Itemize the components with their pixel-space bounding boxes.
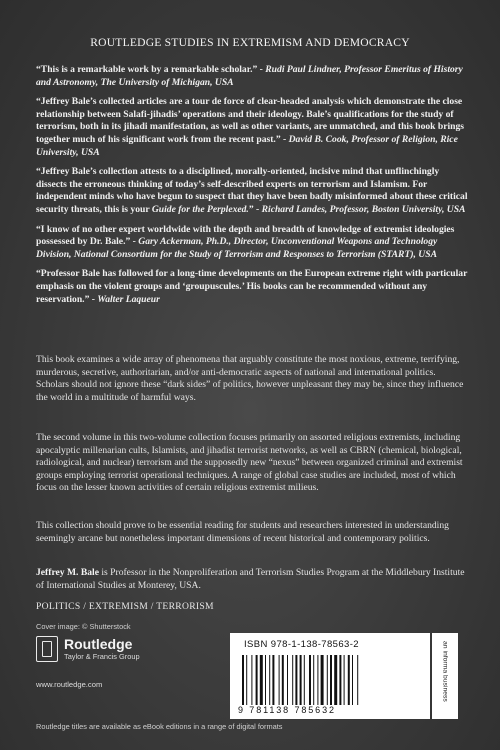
publisher-subtitle: Taylor & Francis Group xyxy=(64,651,140,661)
informa-label: an informa business xyxy=(441,641,449,702)
endorsement-quote xyxy=(36,64,470,89)
cover-credit: Cover image: © Shutterstock xyxy=(36,622,131,631)
quote-attribution: Gary Ackerman, Ph.D., Director, Unconventional Weapons and Technology Division, National Consortium for the Study of Terrorism and Responses to Terrorism (START), USA xyxy=(36,236,438,260)
barcode-number: 9 781138 785632 xyxy=(238,705,336,715)
author-name: Jeffrey M. Bale xyxy=(36,567,99,578)
publisher-block xyxy=(36,636,166,689)
subject-categories: POLITICS / EXTREMISM / TERRORISM xyxy=(36,601,214,612)
publisher-url: www.routledge.com xyxy=(36,680,103,689)
series-title: ROUTLEDGE STUDIES IN EXTREMISM AND DEMOCRACY xyxy=(90,36,410,49)
publisher-name: Routledge xyxy=(64,635,133,652)
barcode-icon xyxy=(242,655,412,705)
description-paragraph: The second volume in this two-volume collection focuses primarily on assorted religious extremists, including apocalyptic millenarian cults, Islamists, and jihadist terrorist networks, as well as CBRN (chemical, biological, radiological, and nuclear) terrorism and the supposedly new “nexus” between organized criminal and extremist groups employing terrorist operational techniques. A range of global case studies are included, most of which focus on the lesser known activities of certain religious extremist milieus. xyxy=(36,432,463,494)
quote-book-title: Guide for the Perplexed. xyxy=(151,203,249,215)
quote-text: “I know of no other expert worldwide with the depth and breadth of knowledge of extremist ideologies possessed by Dr. Bale.” - xyxy=(36,223,455,248)
description-paragraph: This book examines a wide array of phenomena that arguably constitute the most noxious, extreme, terrifying, murderous, secretive, authoritarian, and/or anti-democratic aspects of national and international politics. Scholars should not ignore these “dark sides” of politics, however unpleasant they may be, since they influence the world in a multitude of harmful ways. xyxy=(36,354,464,403)
barcode-panel xyxy=(230,633,430,719)
ebook-note: Routledge titles are available as eBook editions in a range of digital formats xyxy=(36,722,283,731)
routledge-logo-icon xyxy=(36,636,58,662)
quote-attribution: Rudi Paul Lindner, Professor Emeritus of History and Astronomy, The University of Michigan, USA xyxy=(36,64,463,88)
isbn: ISBN 978-1-138-78563-2 xyxy=(244,639,359,650)
quote-attribution: Richard Landes, Professor, Boston University, USA xyxy=(261,203,466,215)
endorsement-quote xyxy=(36,224,470,262)
endorsement-quote xyxy=(36,268,470,306)
description-paragraph: This collection should prove to be essential reading for students and researchers interested in understanding seemingly arcane but nonetheless important dimensions of recent historical and contemporary politics. xyxy=(36,520,449,544)
informa-label-panel xyxy=(432,633,458,719)
author-bio xyxy=(36,567,470,592)
quote-text: “Jeffrey Bale’s collected articles are a tour de force of clear-headed analysis which demonstrate the close relationship between Salafi-jihadis’ operations and their ideology. Bale’s qualifications for the study of terrorism, both in its jihadi manifestation, as well as other variants, are unmatched, and this book brings together much of his significant work from the recent past.” - xyxy=(36,96,465,145)
quote-attribution: David B. Cook, Professor of Religion, Rice University, USA xyxy=(36,133,458,158)
quote-text: “This is a remarkable work by a remarkable scholar.” - xyxy=(36,64,266,75)
quote-attribution: Walter Laqueur xyxy=(97,293,160,305)
quote-text: “Jeffrey Bale’s collection attests to a disciplined, morally-oriented, incisive mind that unflinchingly dissects the erroneous thinking of today’s self-described experts on terrorism and Islamism. For independent minds who have begun to suspect that they have been badly misinformed about these critical security threats, this is your xyxy=(36,166,468,215)
endorsement-quote xyxy=(36,166,470,216)
author-bio-text: is Professor in the Nonproliferation and Terrorism Studies Program at the Middlebury Institute of International Studies at Monterey, USA. xyxy=(36,567,465,591)
endorsements xyxy=(36,64,470,313)
quote-text: “Professor Bale has followed for a long-time developments on the European extreme right with particular emphasis on the violent groups and ‘groupuscules.’ His books can be recommended without any reservation.” - xyxy=(36,268,468,305)
quote-text-end: ” - xyxy=(248,203,262,215)
endorsement-quote xyxy=(36,96,470,159)
